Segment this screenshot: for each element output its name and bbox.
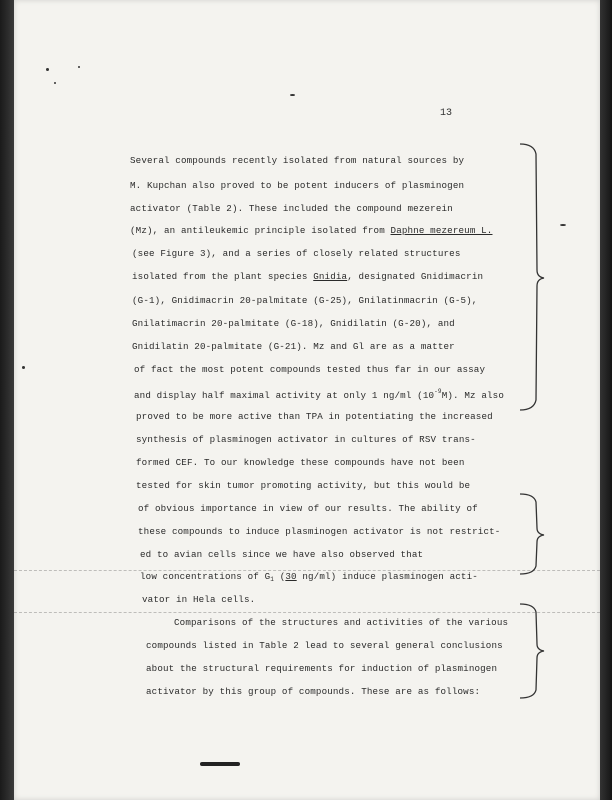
fold-line bbox=[14, 612, 600, 613]
text-line: of obvious importance in view of our results. The ability of bbox=[138, 503, 478, 514]
text-line: (G-1), Gnidimacrin 20-palmitate (G-25), Gnilatinmacrin (G-5), bbox=[132, 295, 478, 306]
margin-bracket-3 bbox=[518, 600, 548, 705]
text-line: about the structural requirements for induction of plasminogen bbox=[146, 663, 498, 674]
text-line: M. Kupchan also proved to be potent inducers of plasminogen bbox=[130, 180, 465, 191]
text-line: ed to avian cells since we have also observed that bbox=[140, 549, 424, 560]
scan-edge-right bbox=[600, 0, 612, 800]
text-line: activator by this group of compounds. These are as follows: bbox=[146, 686, 481, 697]
text-line: tested for skin tumor promoting activity, but this would be bbox=[136, 480, 471, 491]
text-line: synthesis of plasminogen activator in cultures of RSV trans- bbox=[136, 434, 476, 445]
exponent: -9 bbox=[434, 388, 442, 395]
text-line: Gnidilatin 20-palmitate (G-21). Mz and Gl are as a matter bbox=[132, 341, 455, 352]
scan-edge-left bbox=[0, 0, 14, 800]
species-name-daphne: Daphne mezereum L. bbox=[390, 225, 493, 236]
text-line: of fact the most potent compounds tested thus far in our assay bbox=[134, 364, 486, 375]
text-line: activator (Table 2). These included the compound mezerein bbox=[130, 203, 453, 214]
text-line: low concentrations of $G_1$ (30 ng/ml) induce plasminogen acti- bbox=[140, 571, 478, 583]
scan-smudge bbox=[200, 762, 240, 766]
text-line: vator in Hela cells. bbox=[142, 594, 256, 605]
text-line: compounds listed in Table 2 lead to several general conclusions bbox=[146, 640, 503, 651]
margin-bracket-1 bbox=[518, 140, 548, 415]
scan-speck bbox=[54, 82, 56, 84]
page-number: 13 bbox=[440, 108, 453, 119]
text-line: formed CEF. To our knowledge these compounds have not been bbox=[136, 457, 465, 468]
genus-name-gnidia: Gnidia bbox=[313, 271, 348, 282]
scan-speck bbox=[78, 66, 80, 68]
text-line: (Mz), an antileukemic principle isolated from Daphne mezereum L. bbox=[130, 225, 493, 236]
text-line: and display half maximal activity at only 1 ng/ml $(10^{-9}M)$. Mz also bbox=[134, 388, 504, 401]
scan-speck bbox=[290, 94, 295, 96]
text-line: Comparisons of the structures and activities of the various bbox=[174, 617, 509, 628]
text-line: these compounds to induce plasminogen activator is not restrict- bbox=[138, 526, 501, 537]
scan-speck bbox=[560, 224, 566, 226]
text-line: proved to be more active than TPA in potentiating the increased bbox=[136, 411, 493, 422]
text-line: Several compounds recently isolated from natural sources by bbox=[130, 155, 465, 166]
text-line: Gnilatimacrin 20-palmitate (G-18), Gnidilatin (G-20), and bbox=[132, 318, 455, 329]
scan-speck bbox=[22, 366, 25, 369]
subscript: 1 bbox=[270, 576, 275, 583]
scan-speck bbox=[46, 68, 49, 71]
handwritten-value: 30 bbox=[285, 571, 297, 582]
margin-bracket-2 bbox=[518, 490, 548, 580]
text-line: (see Figure 3), and a series of closely related structures bbox=[132, 248, 461, 259]
text-line: isolated from the plant species Gnidia, designated Gnidimacrin bbox=[132, 271, 484, 282]
